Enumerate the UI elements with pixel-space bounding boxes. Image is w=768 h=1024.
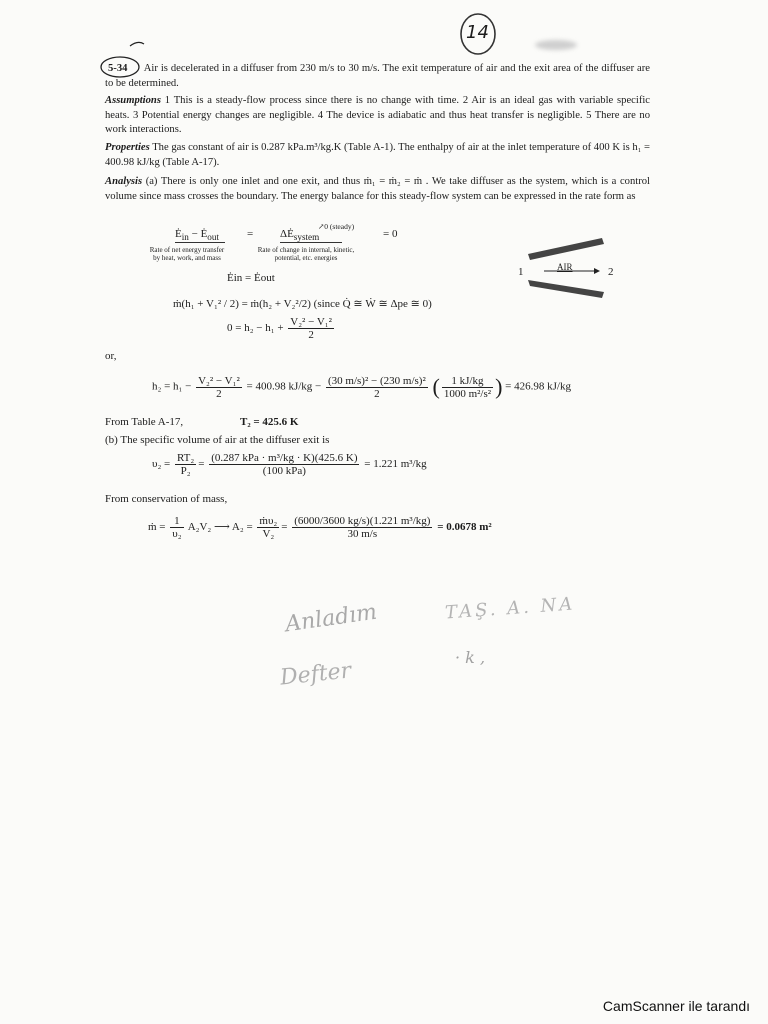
- diffuser-bottom-wall: [528, 280, 604, 298]
- h2-f2-num: (30 m/s)² − (230 m/s)²: [328, 374, 426, 387]
- h2-fraction-1: [196, 375, 242, 400]
- h2-conv-num: 1 kJ/kg: [442, 375, 493, 388]
- analysis-paragraph: [105, 175, 650, 204]
- properties-paragraph: [105, 141, 650, 170]
- v2-f2-den: (100 kPa): [262, 465, 306, 477]
- v2-equation: υ₂ = $\frac{\text{RT₂}}{\text{P₂}}$ = $\frac{\text{(0.287 kPa · m³/kg · K)(425.6 K)}}{\text{(100 kPa)}}$ = 1.221 m³/kg: [152, 452, 427, 477]
- handwritten-note-1: Anladım: [283, 599, 379, 638]
- conservation-of-mass: From conservation of mass,: [105, 493, 228, 505]
- zero-h-eq: [227, 316, 336, 341]
- a2-lhs: ṁ =: [148, 521, 166, 534]
- v2-f1-den: P₂: [180, 465, 191, 477]
- zero-h-lhs: 0 = h₂ − h₁ +: [227, 322, 284, 335]
- assumptions-paragraph: [105, 94, 650, 138]
- label-net-energy: Rate of net energy transfer by heat, work, and mass: [149, 246, 225, 262]
- diagram-flow-label: AIR: [557, 262, 573, 272]
- problem-statement: [105, 62, 650, 91]
- energy-balance-zero: = 0: [383, 228, 398, 240]
- a2-fraction-2: [257, 515, 279, 540]
- assumptions-text: 1 This is a steady-flow process since there is no change with time. 2 Air is an ideal gas with variable specific heats. 3 Potential energy changes are negligible. 4 The device is adiabatic and thus heat transfer is negligible. 5 There are no work interactions.: [105, 95, 650, 136]
- h2-result: = 426.98 kJ/kg: [505, 380, 571, 393]
- energy-balance-eq: $Ė_{in}$ − $Ė_{out}$: [175, 228, 219, 243]
- zero-h-num: V₂² − V₁²: [290, 316, 332, 328]
- a2-fraction-3: [292, 515, 432, 540]
- h2-lhs: h₂ = h₁ −: [152, 380, 192, 393]
- mass-energy-eq: ṁ(h₁ + V₁² / 2) = ṁ(h₂ + V₂²/2) (since Q̇ ≅ Ẇ ≅ Δpe ≅ 0): [173, 298, 432, 310]
- v2-result: = 1.221 m³/kg: [364, 458, 427, 471]
- a2-f1-num: 1: [170, 515, 183, 528]
- v2-fraction-2: [209, 452, 359, 477]
- table-line: From Table A-17,: [105, 416, 184, 428]
- zero-h-fraction: [288, 316, 334, 341]
- handwritten-note-4: · k ,: [455, 648, 486, 667]
- a2-f1-den: υ₂: [172, 528, 182, 540]
- ein-eq-eout: Ėin = Ėout: [227, 272, 275, 284]
- h2-f2-den: 2: [374, 387, 380, 400]
- a2-f2-num: ṁυ₂: [259, 515, 278, 527]
- underbrace-right: [280, 242, 342, 243]
- v2-f2-num: (0.287 kPa · m³/kg · K)(425.6 K): [211, 452, 358, 464]
- h2-fraction-2: [326, 375, 428, 400]
- h2-mid: = 400.98 kJ/kg −: [246, 380, 322, 393]
- problem-text: Air is decelerated in a diffuser from 230 m/s to 30 m/s. The exit temperature of air and the exit area of the diffuser are to be determined.: [105, 63, 650, 89]
- a2-equation: ṁ = $\frac{1}{\text{υ₂}}$ A₂V₂ ⟶ A₂ = $\frac{\text{ṁυ₂}}{\text{V₂}}$ = $\frac{\text{(6000/3600 kg/s)(1.221 m³/kg)}}{30 m/s}$ = 0.0678 m²: [148, 515, 492, 540]
- flow-arrowhead-icon: [594, 268, 600, 274]
- properties-text: The gas constant of air is 0.287 kPa.m³/kg.K (Table A-1). The enthalpy of air at the inlet temperature of 400 K is h₁ = 400.98 kJ/kg (Table A-17).: [105, 142, 650, 168]
- properties-heading: Properties: [105, 142, 150, 153]
- v2-f1-num: RT₂: [177, 452, 195, 464]
- handwritten-page-mark: [458, 12, 498, 56]
- h2-f1-den: 2: [216, 387, 222, 400]
- page-mark-text: 14: [466, 22, 489, 43]
- energy-balance-system: $\Delta Ė_{system}$: [280, 228, 320, 243]
- label-change-energy: Rate of change in internal, kinetic, potential, etc. energies: [257, 246, 355, 262]
- a2-result: = 0.0678 m²: [437, 521, 492, 534]
- energy-balance-equals: =: [247, 228, 254, 240]
- t2-result: T₂ = 425.6 K: [240, 416, 299, 428]
- zero-h-den: 2: [308, 329, 314, 341]
- scan-smudge: [535, 40, 577, 50]
- h2-conversion: [442, 375, 493, 400]
- v2-lhs: υ₂ =: [152, 458, 171, 471]
- problem-number: 5-34: [108, 63, 128, 74]
- handwritten-note-3: TAŞ. A. NA: [444, 593, 576, 624]
- camscanner-watermark: CamScanner ile tarandı: [602, 998, 750, 1014]
- assumptions-heading: Assumptions: [105, 95, 161, 106]
- a2-f3-num: (6000/3600 kg/s)(1.221 m³/kg): [294, 515, 431, 527]
- a2-f3-den: 30 m/s: [347, 528, 378, 540]
- h2-f1-num: V₂² − V₁²: [198, 374, 240, 387]
- handwritten-note-2: Defter: [278, 658, 353, 691]
- analysis-heading: Analysis: [105, 176, 143, 187]
- diffuser-top-wall: [528, 238, 604, 260]
- part-b-text: (b) The specific volume of air at the diffuser exit is: [105, 434, 330, 446]
- analysis-text-a: (a) There is only one inlet and one exit, and thus ṁ₁ = ṁ₂ = ṁ . We take diffuser as the system, which is a control volume since mass crosses the boundary. The energy balance for this steady-flow system can be expressed in the rate form as: [105, 176, 650, 202]
- a2-f2-den: V₂: [262, 528, 275, 540]
- h2-equation: h₂ = h₁ − $\frac{\text{V₂² − V₁²}}{2}$ = 400.98 kJ/kg − $\frac{\text{(30 m/s)² − (230 m/s)²}}{2}$ ( $\frac{1 kJ/kg}{\text{1000 m²/s²}}$ ) = 426.98 kJ/kg: [152, 374, 571, 400]
- or-label: or,: [105, 350, 117, 362]
- underbrace-left: [175, 242, 225, 243]
- diagram-inlet-label: 1: [518, 266, 524, 278]
- energy-balance-steady: ↗0 (steady): [318, 222, 355, 231]
- a2-mid: A₂V₂ ⟶ A₂ =: [187, 521, 253, 534]
- h2-conv-den: 1000 m²/s²: [443, 387, 492, 400]
- a2-fraction-1: [170, 515, 183, 540]
- diagram-outlet-label: 2: [608, 266, 614, 278]
- v2-fraction-1: [175, 452, 196, 477]
